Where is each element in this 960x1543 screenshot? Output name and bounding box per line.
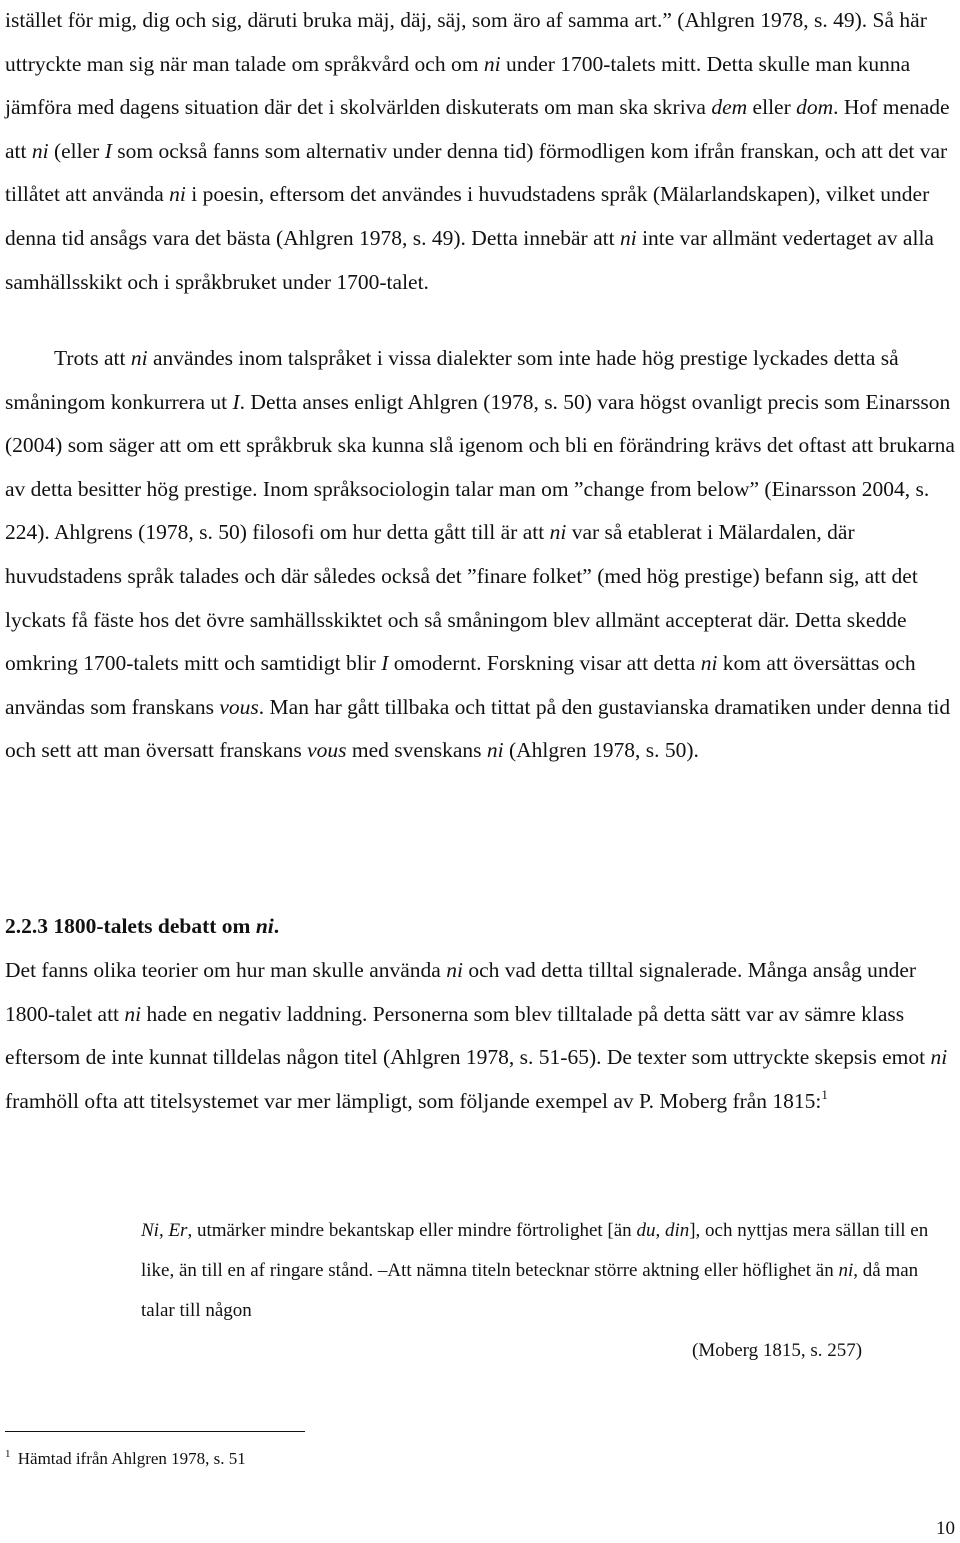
italic-term: ni bbox=[130, 346, 148, 370]
text-run: . Hof menade att bbox=[5, 95, 950, 163]
page-number: 10 bbox=[936, 1518, 955, 1539]
text-run: eller bbox=[747, 95, 797, 120]
italic-term: ni bbox=[700, 651, 718, 676]
text-run: under 1700-talets mitt. Detta skulle man kunna jämföra med dagens situation där det i skolvärlden diskuterats om man ska skriva bbox=[5, 51, 911, 120]
text-run: framhöll ofta att titelsystemet var mer lämpligt, som följande exempel av P. Moberg från 1815: bbox=[5, 1088, 822, 1113]
heading-text: . bbox=[273, 914, 280, 938]
section-heading bbox=[5, 905, 279, 948]
italic-term: dom bbox=[796, 95, 834, 120]
text-run: . Detta anses enligt Ahlgren (1978, s. 50) vara högst ovanligt precis som Einarsson (2004) som säger att om ett språkbruk ska kunna slå igenom och bli en förändring krävs det oftast att brukarna av detta besitter hög prestige. Inom språksociologin talar man om ”change from below” (Einarsson 2004, s. 224). Ahlgrens (1978, s. 50) filosofi om hur detta gått till är att bbox=[5, 389, 955, 545]
quote-text: , bbox=[158, 1220, 169, 1241]
italic-term: Ni bbox=[141, 1220, 159, 1241]
italic-term: ni bbox=[930, 1045, 948, 1070]
block-quote bbox=[141, 1211, 931, 1331]
quote-text: , då man talar till någon bbox=[141, 1260, 919, 1321]
footnote bbox=[5, 1447, 246, 1471]
italic-term: din bbox=[664, 1220, 690, 1241]
italic-term: vous bbox=[307, 738, 347, 763]
text-run: användes inom talspråket i vissa dialekter som inte hade hög prestige lyckades detta så småningom konkurrera ut bbox=[5, 346, 899, 414]
italic-term: ni bbox=[255, 914, 274, 938]
text-run: med svenskans bbox=[346, 738, 487, 763]
text-run: i poesin, eftersom det användes i huvudstadens språk (Mälarlandskapen), vilket under denna tid ansågs vara det bästa (Ahlgren 1978, s. 49). Detta innebär att bbox=[5, 182, 930, 250]
italic-term: ni bbox=[486, 738, 504, 763]
text-run: som också fanns som alternativ under denna tid) förmodligen kom ifrån franskan, och att det var tillåtet att använda bbox=[5, 138, 948, 207]
italic-term: ni bbox=[549, 520, 567, 545]
footnote-text: Hämtad ifrån Ahlgren 1978, s. 51 bbox=[13, 1449, 246, 1468]
body-paragraph-1 bbox=[5, 0, 955, 304]
quote-text: , utmärker mindre bekantskap eller mindre förtrolighet [än bbox=[187, 1220, 637, 1241]
text-run: hade en negativ laddning. Personerna som blev tilltalade på detta sätt var av sämre klass eftersom de inte kunnat tilldelas någon titel (Ahlgren 1978, s. 51-65). De texter som uttryckte skepsis emot bbox=[5, 1001, 931, 1070]
italic-term: I bbox=[232, 389, 240, 414]
text-run: kom att översättas och användas som franskans bbox=[5, 651, 916, 719]
italic-term: ni bbox=[619, 225, 637, 250]
italic-term: dem bbox=[711, 95, 748, 120]
text-run: . Man har gått tillbaka och tittat på den gustavianska dramatiken under denna tid och sett att man översatt franskans bbox=[5, 694, 951, 763]
text-run: var så etablerat i Mälardalen, där huvudstadens språk talades och där således också det ”finare folket” (med hög prestige) befann sig, att det lyckats få fäste hos det övre samhällsskiktet och så småningom blev allmänt accepterat där. Detta skedde omkring 1700-talets mitt och samtidigt blir bbox=[5, 520, 918, 676]
text-run: omodernt. Forskning visar att detta bbox=[388, 651, 701, 676]
heading-text: 2.2.3 1800-talets debatt om bbox=[5, 914, 256, 938]
text-run: Trots att bbox=[54, 346, 131, 370]
text-run: istället för mig, dig och sig, däruti bruka mäj, däj, säj, som äro af samma art.” (Ahlgren 1978, s. 49). Så här uttryckte man sig när man talade om språkvård och om bbox=[5, 8, 927, 76]
quote-citation: (Moberg 1815, s. 257) bbox=[692, 1340, 863, 1361]
italic-term: Er bbox=[168, 1220, 188, 1241]
text-run: Det fanns olika teorier om hur man skulle använda bbox=[5, 958, 447, 982]
quote-text: , bbox=[655, 1220, 665, 1241]
text-run: (Ahlgren 1978, s. 50). bbox=[503, 738, 699, 763]
italic-term: ni bbox=[446, 958, 463, 982]
italic-term: ni bbox=[838, 1260, 854, 1281]
text-run: (eller bbox=[48, 138, 105, 163]
body-paragraph-3 bbox=[5, 949, 955, 1123]
italic-term: vous bbox=[219, 694, 259, 719]
text-run: inte var allmänt vedertaget av alla samhällsskikt och i språkbruket under 1700-talet. bbox=[5, 225, 934, 294]
footnote-reference: 1 bbox=[821, 1086, 828, 1102]
italic-term: ni bbox=[31, 138, 49, 163]
italic-term: I bbox=[381, 651, 389, 676]
footnote-separator bbox=[5, 1431, 305, 1432]
text-run: och vad detta tilltal signalerade. Många ansåg under 1800-talet att bbox=[5, 958, 917, 1026]
footnote-number: 1 bbox=[5, 1448, 11, 1460]
quote-text: ], och nyttjas mera sällan till en like, än till en af ringare stånd. –Att nämna titeln betecknar större aktning eller höflighet än bbox=[141, 1220, 929, 1281]
italic-term: ni bbox=[483, 51, 501, 76]
body-paragraph-2 bbox=[5, 337, 955, 773]
italic-term: ni bbox=[124, 1001, 142, 1026]
italic-term: ni bbox=[169, 182, 186, 207]
italic-term: I bbox=[104, 138, 112, 163]
italic-term: du bbox=[636, 1220, 656, 1241]
